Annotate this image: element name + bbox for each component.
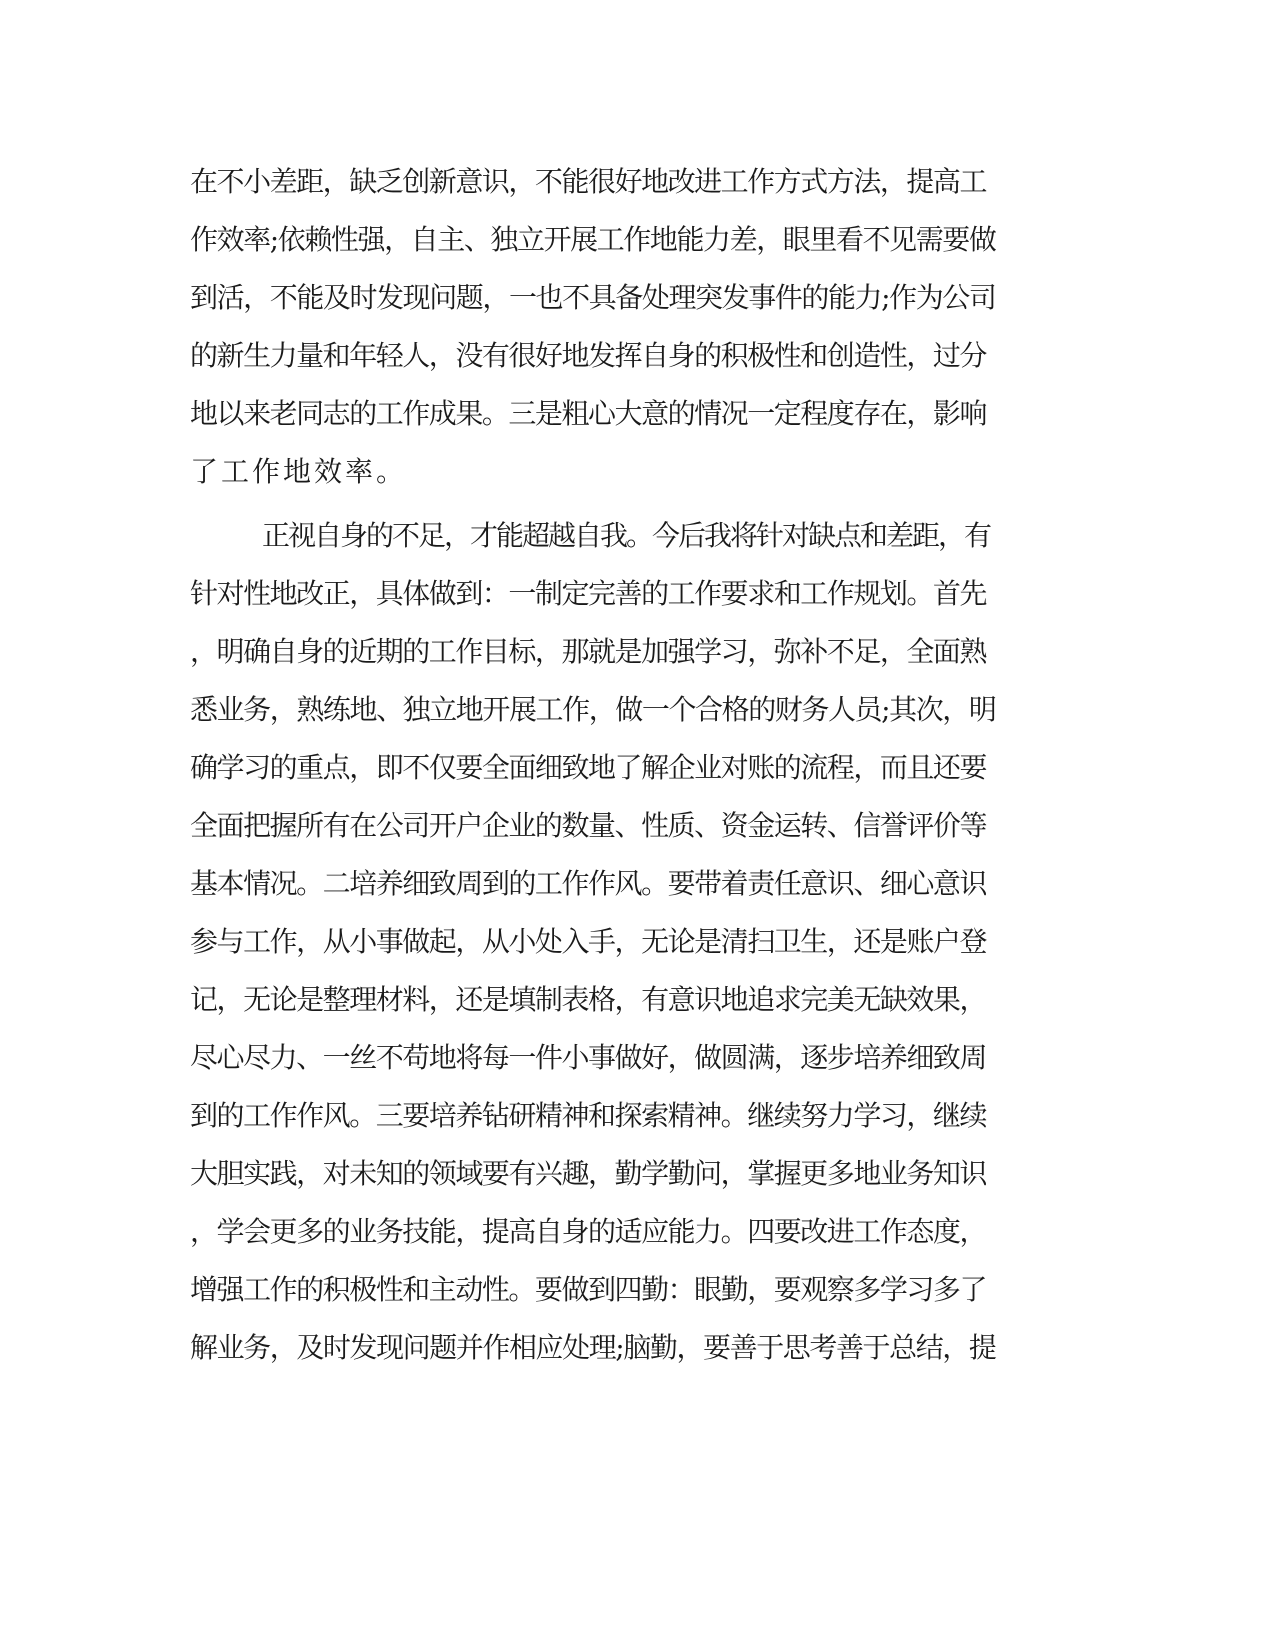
- text-line: 了工作地效率。: [190, 455, 408, 488]
- text-line: 尽心尽力、一丝不苟地将每一件小事做好，做圆满，逐步培养细致周: [190, 1041, 987, 1074]
- text-line: 基本情况。二培养细致周到的工作作风。要带着责任意识、细心意识: [190, 867, 987, 900]
- text-line: 地以来老同志的工作成果。三是粗心大意的情况一定程度存在，影响: [190, 397, 987, 430]
- text-line: 的新生力量和年轻人，没有很好地发挥自身的积极性和创造性，过分: [190, 339, 987, 372]
- text-line: 记，无论是整理材料，还是填制表格，有意识地追求完美无缺效果，: [190, 983, 987, 1016]
- text-line: 针对性地改正，具体做到：一制定完善的工作要求和工作规划。首先: [190, 577, 987, 610]
- text-line: ，学会更多的业务技能，提高自身的适应能力。四要改进工作态度，: [190, 1215, 987, 1248]
- text-line: 大胆实践，对未知的领域要有兴趣，勤学勤问，掌握更多地业务知识: [190, 1157, 987, 1190]
- text-line: 确学习的重点，即不仅要全面细致地了解企业对账的流程，而且还要: [190, 751, 987, 784]
- text-line: 作效率;依赖性强，自主、独立开展工作地能力差，眼里看不见需要做: [190, 223, 996, 256]
- text-line: 增强工作的积极性和主动性。要做到四勤：眼勤，要观察多学习多了: [190, 1273, 987, 1306]
- text-line: 悉业务，熟练地、独立地开展工作，做一个合格的财务人员;其次，明: [190, 693, 996, 726]
- text-line: 解业务，及时发现问题并作相应处理;脑勤，要善于思考善于总结，提: [190, 1331, 996, 1364]
- text-line: 在不小差距，缺乏创新意识，不能很好地改进工作方式方法，提高工: [190, 165, 987, 198]
- text-line: 正视自身的不足，才能超越自我。今后我将针对缺点和差距，有: [262, 519, 991, 552]
- text-line: ，明确自身的近期的工作目标，那就是加强学习，弥补不足，全面熟: [190, 635, 987, 668]
- text-line: 到活，不能及时发现问题，一也不具备处理突发事件的能力;作为公司: [190, 281, 996, 314]
- text-line: 全面把握所有在公司开户企业的数量、性质、资金运转、信誉评价等: [190, 809, 987, 842]
- text-line: 参与工作，从小事做起，从小处入手，无论是清扫卫生，还是账户登: [190, 925, 987, 958]
- text-line: 到的工作作风。三要培养钻研精神和探索精神。继续努力学习，继续: [190, 1099, 987, 1132]
